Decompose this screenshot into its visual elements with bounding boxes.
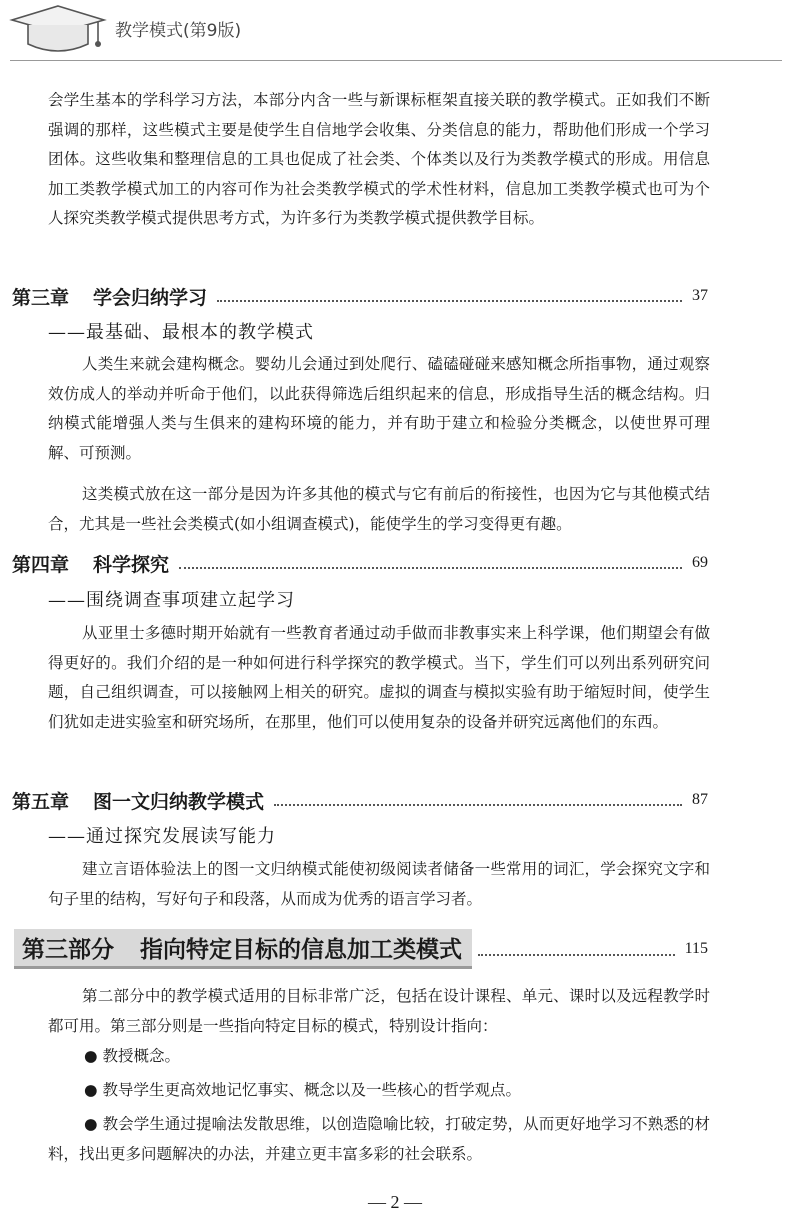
part-heading-band (14, 929, 472, 969)
toc-entry-chapter-3[interactable] (12, 281, 708, 311)
chapter-number: 第五章 (12, 790, 70, 813)
bullet-item: ● 教导学生更高效地记忆事实、概念以及一些核心的哲学观点。 (84, 1081, 521, 1099)
chapter-subtitle: ——最基础、最根本的教学模式 (48, 322, 314, 343)
graduation-cap-icon (8, 2, 108, 60)
part-number: 第三部分 (22, 936, 114, 963)
chapter-page-number: 87 (692, 791, 708, 808)
chapter-subtitle: ——通过探究发展读写能力 (48, 826, 276, 847)
chapter-description: 人类生来就会建构概念。婴幼儿会通过到处爬行、磕磕碰碰来感知概念所指事物，通过观察效仿成人的举动并听命于他们，以此获得筛选后组织起来的信息，形成指导生活的概念结构。归纳模式能增强人类与生俱来的建构环境的能力，并有助于建立和检验分类概念，以使世界可理解、可预测。 (48, 355, 710, 462)
chapter-number: 第四章 (12, 553, 70, 576)
dot-leader (217, 300, 682, 302)
part-intro: 第二部分中的教学模式适用的目标非常广泛，包括在设计课程、单元、课时以及远程教学时都可用。第三部分则是一些指向特定目标的模式，特别设计指向： (48, 987, 710, 1035)
dot-leader (274, 804, 682, 806)
part-page-number: 115 (684, 940, 708, 957)
chapter-description: 从亚里士多德时期开始就有一些教育者通过动手做而非教事实来上科学课，他们期望会有做得更好的。我们介绍的是一种如何进行科学探究的教学模式。当下，学生们可以列出系列研究问题，自己组织调查，可以接触网上相关的研究。虚拟的调查与模拟实验有助于缩短时间，使学生们犹如走进实验室和研究场所，在那里，他们可以使用复杂的设备并研究远离他们的东西。 (48, 624, 710, 731)
bullet-item: ● 教会学生通过提喻法发散思维，以创造隐喻比较，打破定势，从而更好地学习不熟悉的材料，找出更多问题解决的办法，并建立更丰富多彩的社会联系。 (48, 1115, 710, 1163)
header-rule (10, 60, 782, 61)
chapter-page-number: 37 (692, 287, 708, 304)
part-title: 指向特定目标的信息加工类模式 (140, 936, 462, 963)
dot-leader (179, 567, 682, 569)
chapter-description: 建立言语体验法上的图一文归纳模式能使初级阅读者储备一些常用的词汇，学会探究文字和句子里的结构，写好句子和段落，从而成为优秀的语言学习者。 (48, 860, 710, 908)
book-title: 教学模式(第9版) (115, 21, 242, 41)
page-header (0, 0, 790, 62)
intro-paragraph: 会学生基本的学科学习方法，本部分内含一些与新课标框架直接关联的教学模式。正如我们不断强调的那样，这些模式主要是使学生自信地学会收集、分类信息的能力，帮助他们形成一个学习团体。这些收集和整理信息的工具也促成了社会类、个体类以及行为类教学模式的形成。用信息加工类教学模式加工的内容可作为社会类教学模式的学术性材料，信息加工类教学模式也可为个人探究类教学模式提供思考方式，为许多行为类教学模式提供教学目标。 (48, 91, 710, 227)
bullet-item: ● 教授概念。 (84, 1047, 180, 1065)
chapter-subtitle: ——围绕调查事项建立起学习 (48, 590, 295, 611)
dot-leader (478, 954, 675, 956)
chapter-title: 科学探究 (93, 553, 170, 576)
toc-entry-chapter-4[interactable] (12, 548, 708, 578)
toc-entry-chapter-5[interactable] (12, 785, 708, 815)
chapter-number: 第三章 (12, 286, 70, 309)
chapter-title: 学会归纳学习 (93, 286, 208, 309)
chapter-page-number: 69 (692, 554, 708, 571)
chapter-title: 图一文归纳教学模式 (93, 790, 265, 813)
chapter-description: 这类模式放在这一部分是因为许多其他的模式与它有前后的衔接性，也因为它与其他模式结合，尤其是一些社会类模式(如小组调查模式)，能使学生的学习变得更有趣。 (48, 485, 710, 533)
toc-entry-part-3[interactable] (14, 929, 708, 969)
page-number: — 2 — (368, 1192, 422, 1212)
